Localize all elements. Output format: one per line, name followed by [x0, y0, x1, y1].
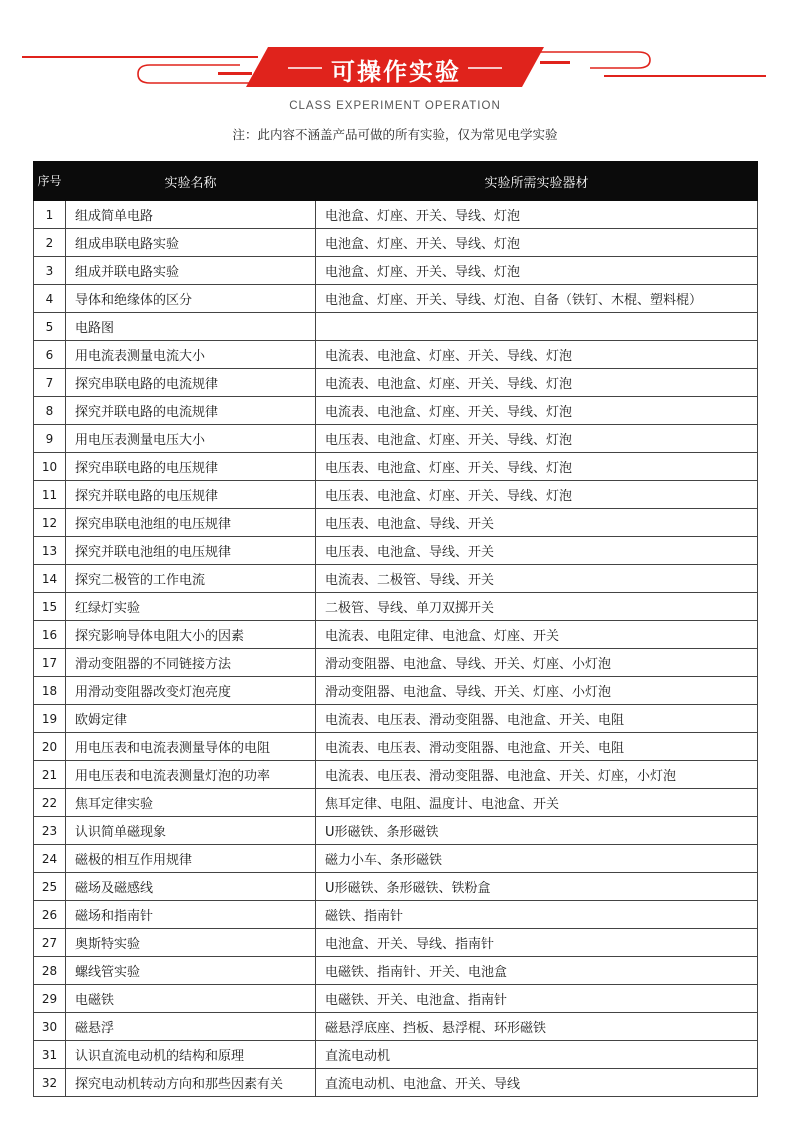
table-row	[34, 649, 758, 677]
experiment-name: 螺线管实验	[66, 957, 316, 985]
row-number: 7	[34, 369, 66, 397]
column-header-equipment: 实验所需实验器材	[316, 162, 758, 201]
experiment-name: 电磁铁	[66, 985, 316, 1013]
experiment-name: 用滑动变阻器改变灯泡亮度	[66, 677, 316, 705]
table-body	[34, 201, 758, 1097]
table-row	[34, 425, 758, 453]
table-row	[34, 733, 758, 761]
experiment-name: 磁悬浮	[66, 1013, 316, 1041]
experiment-name: 用电压表测量电压大小	[66, 425, 316, 453]
experiment-name: 探究并联电池组的电压规律	[66, 537, 316, 565]
row-number: 9	[34, 425, 66, 453]
equipment-list: 电磁铁、开关、电池盒、指南针	[316, 985, 758, 1013]
experiment-name: 用电流表测量电流大小	[66, 341, 316, 369]
equipment-list: 电流表、电池盒、灯座、开关、导线、灯泡	[316, 397, 758, 425]
row-number: 31	[34, 1041, 66, 1069]
equipment-list: 电池盒、开关、导线、指南针	[316, 929, 758, 957]
banner-right-bar	[540, 61, 570, 64]
equipment-list: 电池盒、灯座、开关、导线、灯泡	[316, 201, 758, 229]
header-banner	[0, 38, 790, 88]
equipment-list: U形磁铁、条形磁铁	[316, 817, 758, 845]
equipment-list: 电磁铁、指南针、开关、电池盒	[316, 957, 758, 985]
page-subtitle: CLASS EXPERIMENT OPERATION	[289, 100, 501, 112]
equipment-list: 滑动变阻器、电池盒、导线、开关、灯座、小灯泡	[316, 677, 758, 705]
equipment-list: 磁铁、指南针	[316, 901, 758, 929]
experiment-name: 磁场和指南针	[66, 901, 316, 929]
experiment-name: 焦耳定律实验	[66, 789, 316, 817]
experiment-name: 探究串联电池组的电压规律	[66, 509, 316, 537]
table-row	[34, 229, 758, 257]
experiment-name: 探究影响导体电阻大小的因素	[66, 621, 316, 649]
equipment-list: 焦耳定律、电阻、温度计、电池盒、开关	[316, 789, 758, 817]
table-row	[34, 1069, 758, 1097]
experiment-name: 探究并联电路的电流规律	[66, 397, 316, 425]
experiment-name: 认识直流电动机的结构和原理	[66, 1041, 316, 1069]
row-number: 26	[34, 901, 66, 929]
equipment-list: 电流表、电池盒、灯座、开关、导线、灯泡	[316, 341, 758, 369]
table-row	[34, 537, 758, 565]
table-row	[34, 313, 758, 341]
row-number: 6	[34, 341, 66, 369]
equipment-list: 电流表、二极管、导线、开关	[316, 565, 758, 593]
equipment-list: 电池盒、灯座、开关、导线、灯泡	[316, 257, 758, 285]
experiment-name: 欧姆定律	[66, 705, 316, 733]
row-number: 17	[34, 649, 66, 677]
experiment-name: 探究串联电路的电流规律	[66, 369, 316, 397]
row-number: 3	[34, 257, 66, 285]
table-row	[34, 285, 758, 313]
row-number: 12	[34, 509, 66, 537]
table-row	[34, 369, 758, 397]
row-number: 11	[34, 481, 66, 509]
table-row	[34, 901, 758, 929]
experiment-name: 电路图	[66, 313, 316, 341]
table-row	[34, 873, 758, 901]
row-number: 21	[34, 761, 66, 789]
row-number: 22	[34, 789, 66, 817]
experiment-name: 探究二极管的工作电流	[66, 565, 316, 593]
row-number: 20	[34, 733, 66, 761]
table-row	[34, 341, 758, 369]
equipment-list: 二极管、导线、单刀双掷开关	[316, 593, 758, 621]
experiment-name: 组成串联电路实验	[66, 229, 316, 257]
equipment-list	[316, 313, 758, 341]
equipment-list: U形磁铁、条形磁铁、铁粉盒	[316, 873, 758, 901]
row-number: 19	[34, 705, 66, 733]
row-number: 2	[34, 229, 66, 257]
equipment-list: 电流表、电压表、滑动变阻器、电池盒、开关、灯座，小灯泡	[316, 761, 758, 789]
row-number: 32	[34, 1069, 66, 1097]
experiment-name: 磁场及磁感线	[66, 873, 316, 901]
row-number: 30	[34, 1013, 66, 1041]
equipment-list: 电压表、电池盒、灯座、开关、导线、灯泡	[316, 425, 758, 453]
table-row	[34, 761, 758, 789]
table-row	[34, 985, 758, 1013]
equipment-list: 电流表、电压表、滑动变阻器、电池盒、开关、电阻	[316, 705, 758, 733]
table-row	[34, 257, 758, 285]
row-number: 25	[34, 873, 66, 901]
equipment-list: 电池盒、灯座、开关、导线、灯泡、自备（铁钉、木棍、塑料棍）	[316, 285, 758, 313]
row-number: 8	[34, 397, 66, 425]
table-row	[34, 397, 758, 425]
page-title: 可操作实验	[331, 58, 461, 86]
row-number: 10	[34, 453, 66, 481]
row-number: 23	[34, 817, 66, 845]
experiment-name: 探究并联电路的电压规律	[66, 481, 316, 509]
row-number: 1	[34, 201, 66, 229]
table-row	[34, 593, 758, 621]
experiment-name: 认识简单磁现象	[66, 817, 316, 845]
column-header-name: 实验名称	[66, 162, 316, 201]
equipment-list: 电压表、电池盒、导线、开关	[316, 509, 758, 537]
table-row	[34, 509, 758, 537]
row-number: 4	[34, 285, 66, 313]
experiment-name: 探究电动机转动方向和那些因素有关	[66, 1069, 316, 1097]
banner-right-outline	[530, 52, 650, 68]
equipment-list: 滑动变阻器、电池盒、导线、开关、灯座、小灯泡	[316, 649, 758, 677]
row-number: 18	[34, 677, 66, 705]
column-header-index: 序号	[34, 162, 66, 201]
equipment-list: 电流表、电池盒、灯座、开关、导线、灯泡	[316, 369, 758, 397]
table-row	[34, 705, 758, 733]
table-row	[34, 481, 758, 509]
equipment-list: 电流表、电阻定律、电池盒、灯座、开关	[316, 621, 758, 649]
table-row	[34, 789, 758, 817]
experiment-name: 磁极的相互作用规律	[66, 845, 316, 873]
experiment-table	[33, 161, 758, 1097]
table-header-row	[34, 162, 758, 201]
table-row	[34, 845, 758, 873]
table-row	[34, 1013, 758, 1041]
row-number: 24	[34, 845, 66, 873]
experiment-name: 组成并联电路实验	[66, 257, 316, 285]
experiment-name: 用电压表和电流表测量导体的电阻	[66, 733, 316, 761]
row-number: 27	[34, 929, 66, 957]
table-row	[34, 453, 758, 481]
table-row	[34, 565, 758, 593]
experiment-name: 红绿灯实验	[66, 593, 316, 621]
row-number: 13	[34, 537, 66, 565]
row-number: 29	[34, 985, 66, 1013]
experiment-name: 组成简单电路	[66, 201, 316, 229]
equipment-list: 电压表、电池盒、导线、开关	[316, 537, 758, 565]
table-row	[34, 929, 758, 957]
page-note: 注：此内容不涵盖产品可做的所有实验，仅为常见电学实验	[232, 127, 558, 142]
row-number: 5	[34, 313, 66, 341]
table-row	[34, 957, 758, 985]
table-row	[34, 817, 758, 845]
table-row	[34, 677, 758, 705]
table-row	[34, 1041, 758, 1069]
equipment-list: 直流电动机、电池盒、开关、导线	[316, 1069, 758, 1097]
experiment-name: 探究串联电路的电压规律	[66, 453, 316, 481]
experiment-name: 导体和绝缘体的区分	[66, 285, 316, 313]
table-row	[34, 621, 758, 649]
equipment-list: 直流电动机	[316, 1041, 758, 1069]
experiment-name: 奥斯特实验	[66, 929, 316, 957]
table-row	[34, 201, 758, 229]
equipment-list: 电池盒、灯座、开关、导线、灯泡	[316, 229, 758, 257]
equipment-list: 磁悬浮底座、挡板、悬浮棍、环形磁铁	[316, 1013, 758, 1041]
equipment-list: 电压表、电池盒、灯座、开关、导线、灯泡	[316, 453, 758, 481]
row-number: 15	[34, 593, 66, 621]
equipment-list: 电压表、电池盒、灯座、开关、导线、灯泡	[316, 481, 758, 509]
row-number: 14	[34, 565, 66, 593]
experiment-name: 滑动变阻器的不同链接方法	[66, 649, 316, 677]
experiment-name: 用电压表和电流表测量灯泡的功率	[66, 761, 316, 789]
equipment-list: 电流表、电压表、滑动变阻器、电池盒、开关、电阻	[316, 733, 758, 761]
equipment-list: 磁力小车、条形磁铁	[316, 845, 758, 873]
banner-left-bar	[218, 72, 252, 75]
row-number: 28	[34, 957, 66, 985]
row-number: 16	[34, 621, 66, 649]
